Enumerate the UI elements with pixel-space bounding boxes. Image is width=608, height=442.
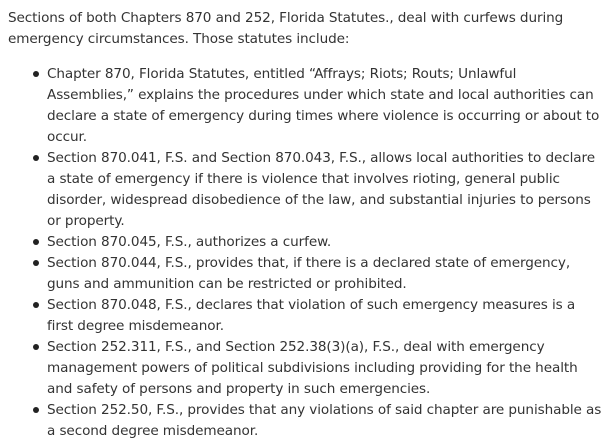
statute-item-text: Section 252.311, F.S., and Section 252.38(3)(a), F.S., deal with emergency management powers of political subdivisions including providing for the health and safety of persons and property in such emergencies.	[47, 339, 578, 397]
statute-list	[8, 64, 602, 442]
statute-item-870-048	[8, 295, 602, 337]
statute-item-870-045	[8, 232, 602, 253]
bullet-icon	[33, 155, 39, 161]
statute-item-870-041	[8, 148, 602, 232]
bullet-icon	[33, 407, 39, 413]
bullet-icon	[33, 344, 39, 350]
bullet-icon	[33, 71, 39, 77]
statute-item-text: Section 870.045, F.S., authorizes a curfew.	[47, 234, 332, 250]
statute-item-text: Section 870.044, F.S., provides that, if there is a declared state of emergency, guns and ammunition can be restricted or prohibited.	[47, 255, 571, 292]
statute-item-252-311	[8, 337, 602, 400]
statute-item-text: Section 252.50, F.S., provides that any violations of said chapter are punishable as a second degree misdemeanor.	[47, 402, 602, 439]
bullet-icon	[33, 302, 39, 308]
bullet-icon	[33, 239, 39, 245]
statute-item-text: Chapter 870, Florida Statutes, entitled “Affrays; Riots; Routs; Unlawful Assemblies,” explains the procedures under which state and local authorities can declare a state of emergency during times where violence is occurring or about to occur.	[47, 66, 600, 145]
statute-item-870-044	[8, 253, 602, 295]
statute-item-text: Section 870.041, F.S. and Section 870.043, F.S., allows local authorities to declare a state of emergency if there is violence that involves rioting, general public disorder, widespread disobedience of the law, and substantial injuries to persons or property.	[47, 150, 595, 229]
intro-paragraph: Sections of both Chapters 870 and 252, Florida Statutes., deal with curfews during emergency circumstances. Those statutes include:	[8, 10, 564, 47]
statute-item-text: Section 870.048, F.S., declares that violation of such emergency measures is a first degree misdemeanor.	[47, 297, 576, 334]
bullet-icon	[33, 260, 39, 266]
statute-item-252-50	[8, 400, 602, 442]
statute-item-chapter-870	[8, 64, 602, 148]
